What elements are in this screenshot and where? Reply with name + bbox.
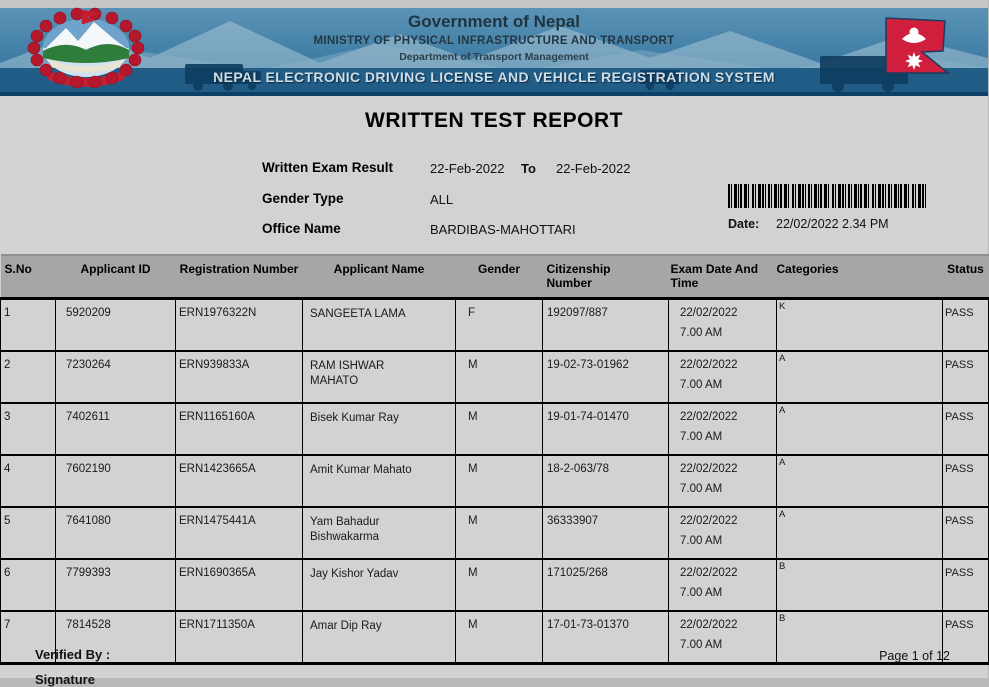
cell-gender: M [456,507,543,559]
page-number-info: Page 1 of 12 [879,649,950,663]
exam-date-line: 22/02/2022 [680,619,738,631]
cell-citizenship-number: 19-02-73-01962 [543,351,669,403]
cell-gender: F [456,299,543,352]
cell-categories: A [777,351,943,403]
cell-applicant-name: SANGEETA LAMA [303,299,456,352]
cell-applicant-name: Yam Bahadur Bishwakarma [303,507,456,559]
exam-time-line: 7.00 AM [680,587,723,599]
table-row [1,299,989,352]
cell-applicant-id: 7799393 [56,559,176,611]
header-status: Status [943,255,989,299]
cell-exam-date-time [669,299,777,352]
cell-sno: 5 [1,507,56,559]
cell-registration-number: ERN939833A [176,351,303,403]
cell-citizenship-number: 192097/887 [543,299,669,352]
cell-sno: 1 [1,299,56,352]
cell-applicant-id: 7814528 [56,611,176,664]
exam-date-line: 22/02/2022 [680,307,738,319]
cell-status: PASS [943,351,989,403]
cell-exam-date-time [669,507,777,559]
cell-gender: M [456,455,543,507]
cell-registration-number: ERN1165160A [176,403,303,455]
cell-exam-date-time [669,611,777,664]
cell-gender: M [456,403,543,455]
cell-sno: 3 [1,403,56,455]
cell-sno: 7 [1,611,56,664]
exam-date-line: 22/02/2022 [680,515,738,527]
cell-categories: B [777,611,943,664]
cell-sno: 6 [1,559,56,611]
table-row [1,455,989,507]
cell-applicant-id: 7602190 [56,455,176,507]
barcode-icon [728,184,936,208]
banner-department-title: Department of Transport Management [399,51,589,63]
government-banner [0,8,988,96]
report-title: WRITTEN TEST REPORT [365,109,623,132]
cell-applicant-id: 7641080 [56,507,176,559]
signature-label: Signature [35,672,95,687]
header-registration-number: Registration Number [176,255,303,299]
exam-date-line: 22/02/2022 [680,359,738,371]
header-gender: Gender [456,255,543,299]
cell-citizenship-number: 171025/268 [543,559,669,611]
written-test-results-table [0,254,989,665]
cell-applicant-id: 7230264 [56,351,176,403]
exam-to-label: To [521,161,536,176]
results-table-wrapper [0,254,988,665]
cell-applicant-id: 5920209 [56,299,176,352]
office-name-label: Office Name [262,221,341,236]
print-date-label: Date: [728,217,760,231]
cell-registration-number: ERN1976322N [176,299,303,352]
cell-sno: 4 [1,455,56,507]
banner-ministry-title: MINISTRY OF PHYSICAL INFRASTRUCTURE AND TRANSPORT [313,35,675,47]
header-citizenship-number: Citizenship Number [543,255,669,299]
cell-gender: M [456,559,543,611]
cell-gender: M [456,351,543,403]
cell-exam-date-time [669,559,777,611]
exam-date-line: 22/02/2022 [680,567,738,579]
cell-categories: K [777,299,943,352]
cell-status: PASS [943,403,989,455]
cell-sno: 2 [1,351,56,403]
header-applicant-name: Applicant Name [303,255,456,299]
exam-date-line: 22/02/2022 [680,463,738,475]
print-date-value: 22/02/2022 2.34 PM [776,217,889,231]
office-name-value: BARDIBAS-MAHOTTARI [430,222,576,237]
table-header-row [1,255,989,299]
cell-gender: M [456,611,543,664]
banner-government-title: Government of Nepal [408,12,580,31]
table-row [1,611,989,664]
cell-status: PASS [943,611,989,664]
exam-time-line: 7.00 AM [680,639,723,651]
cell-citizenship-number: 17-01-73-01370 [543,611,669,664]
results-table-body [1,299,989,664]
exam-time-line: 7.00 AM [680,431,723,443]
table-row [1,403,989,455]
cell-categories: A [777,403,943,455]
cell-citizenship-number: 18-2-063/78 [543,455,669,507]
exam-time-line: 7.00 AM [680,327,723,339]
cell-categories: B [777,559,943,611]
cell-exam-date-time [669,351,777,403]
header-categories: Categories [777,255,943,299]
cell-citizenship-number: 36333907 [543,507,669,559]
table-row [1,559,989,611]
cell-registration-number: ERN1690365A [176,559,303,611]
cell-citizenship-number: 19-01-74-01470 [543,403,669,455]
exam-time-line: 7.00 AM [680,483,723,495]
cell-applicant-name: RAM ISHWAR MAHATO [303,351,456,403]
cell-status: PASS [943,455,989,507]
cell-applicant-name: Bisek Kumar Ray [303,403,456,455]
cell-applicant-name: Amar Dip Ray [303,611,456,664]
cell-applicant-id: 7402611 [56,403,176,455]
cell-exam-date-time [669,403,777,455]
gender-type-label: Gender Type [262,191,344,206]
cell-exam-date-time [669,455,777,507]
cell-status: PASS [943,299,989,352]
cell-registration-number: ERN1475441A [176,507,303,559]
exam-to-date: 22-Feb-2022 [556,161,631,176]
exam-date-line: 22/02/2022 [680,411,738,423]
cell-registration-number: ERN1711350A [176,611,303,664]
top-margin-strip [0,0,988,8]
cell-applicant-name: Amit Kumar Mahato [303,455,456,507]
exam-time-line: 7.00 AM [680,379,723,391]
cell-categories: A [777,507,943,559]
header-applicant-id: Applicant ID [56,255,176,299]
exam-result-label: Written Exam Result [262,160,394,175]
exam-time-line: 7.00 AM [680,535,723,547]
cell-applicant-name: Jay Kishor Yadav [303,559,456,611]
gender-type-value: ALL [430,192,454,207]
cell-status: PASS [943,559,989,611]
header-sno: S.No [1,255,56,299]
table-row [1,507,989,559]
cell-categories: A [777,455,943,507]
verified-by-label: Verified By : [35,647,111,662]
table-row [1,351,989,403]
cell-status: PASS [943,507,989,559]
exam-from-date: 22-Feb-2022 [430,161,505,176]
cell-registration-number: ERN1423665A [176,455,303,507]
banner-system-title: NEPAL ELECTRONIC DRIVING LICENSE AND VEHICLE REGISTRATION SYSTEM [213,69,775,85]
header-exam-date-time: Exam Date And Time [669,255,777,299]
